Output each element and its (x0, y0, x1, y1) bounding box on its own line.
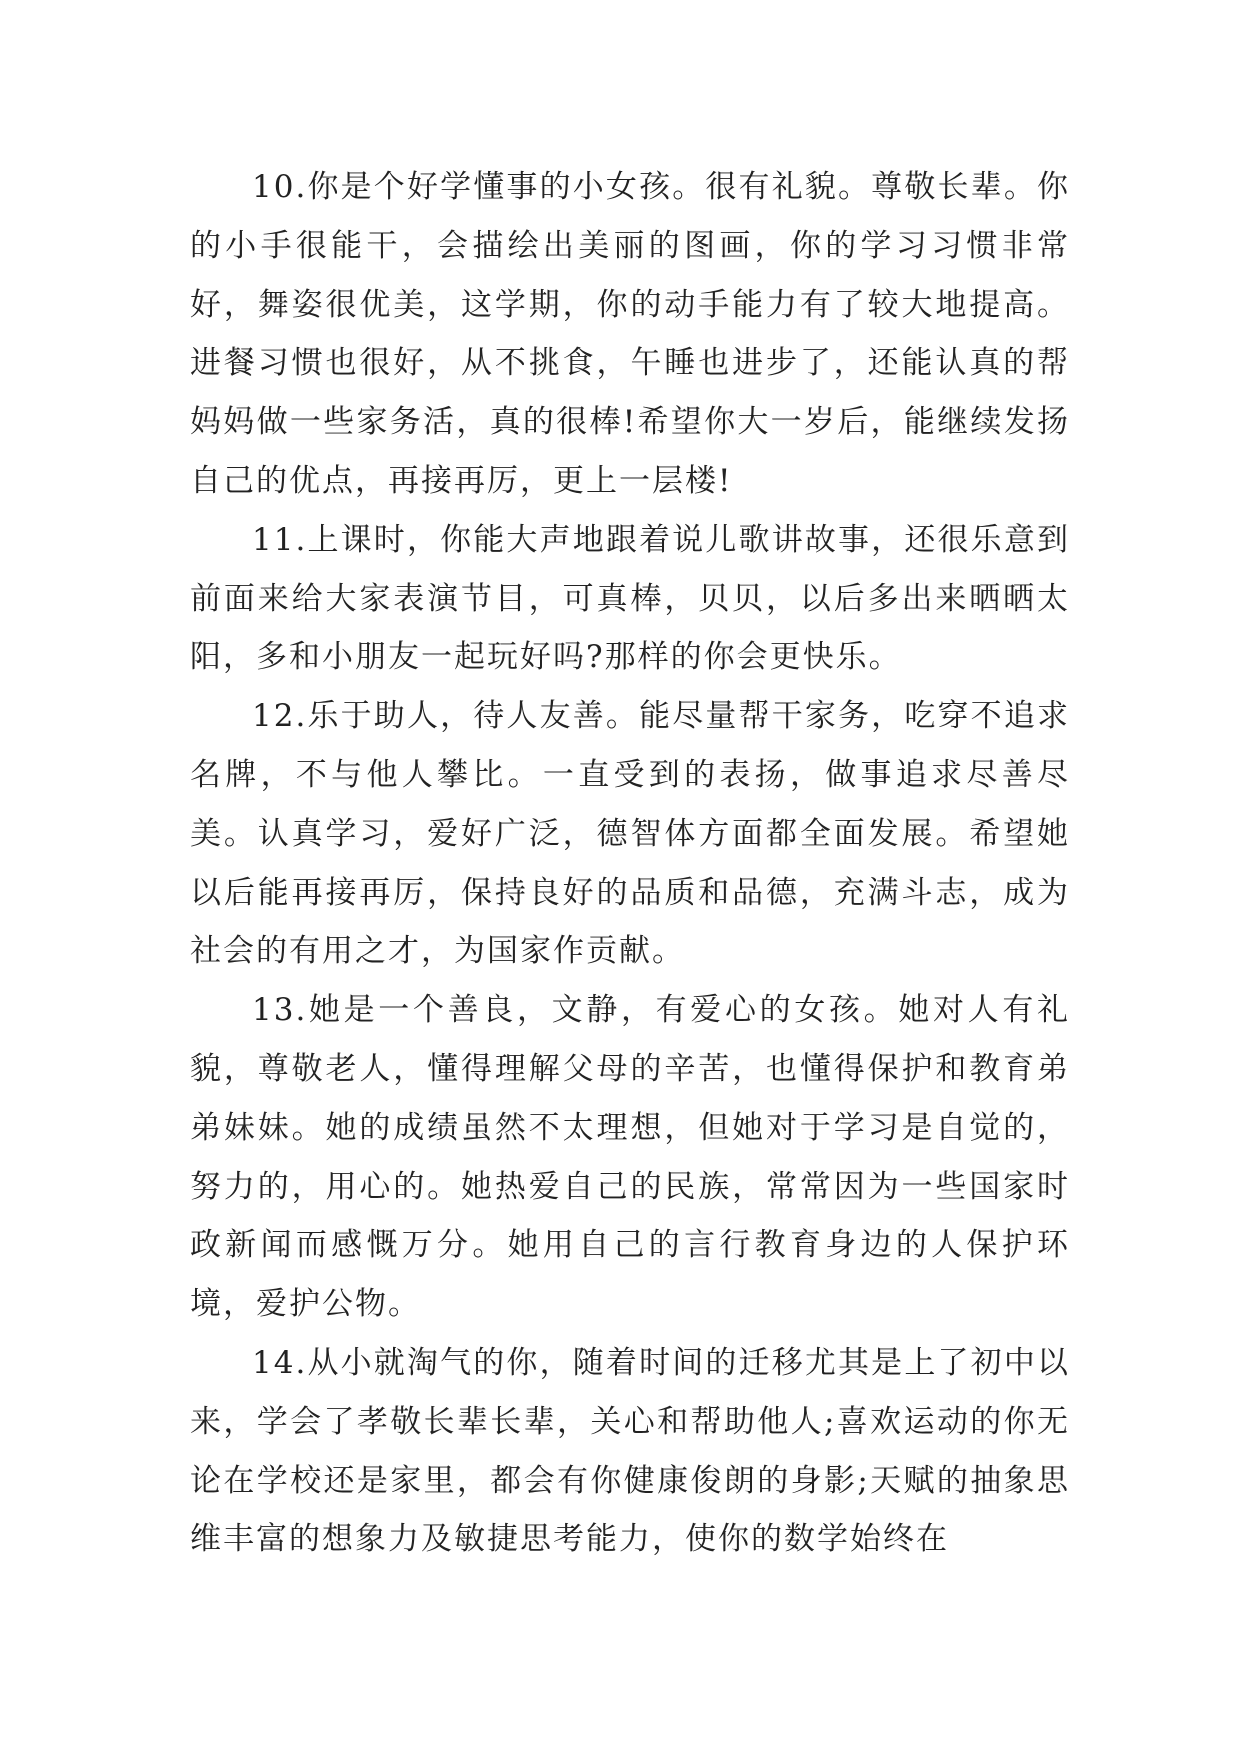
paragraph-13: 13.她是一个善良，文静，有爱心的女孩。她对人有礼貌，尊敬老人，懂得理解父母的辛苦，也懂得保护和教育弟弟妹妹。她的成绩虽然不太理想，但她对于学习是自觉的，努力的，用心的。她热爱自己的民族，常常因为一些国家时政新闻而感慨万分。她用自己的言行教育身边的人保护环境，爱护公物。 (190, 992, 1070, 1323)
paragraph-10: 10.你是个好学懂事的小女孩。很有礼貌。尊敬长辈。你的小手很能干，会描绘出美丽的图画，你的学习习惯非常好，舞姿很优美，这学期，你的动手能力有了较大地提高。进餐习惯也很好，从不挑食，午睡也进步了，还能认真的帮妈妈做一些家务活，真的很棒!希望你大一岁后，能继续发扬自己的优点，再接再厉，更上一层楼! (190, 169, 1070, 499)
paragraph-11: 11.上课时，你能大声地跟着说儿歌讲故事，还很乐意到前面来给大家表演节目，可真棒，贝贝，以后多出来晒晒太阳，多和小朋友一起玩好吗?那样的你会更快乐。 (190, 521, 1070, 676)
paragraph-14: 14.从小就淘气的你，随着时间的迁移尤其是上了初中以来，学会了孝敬长辈长辈，关心和帮助他人;喜欢运动的你无论在学校还是家里，都会有你健康俊朗的身影;天赋的抽象思维丰富的想象力及敏捷思考能力，使你的数学始终在 (190, 1344, 1070, 1558)
paragraph-12: 12.乐于助人，待人友善。能尽量帮干家务，吃穿不追求名牌，不与他人攀比。一直受到的表扬，做事追求尽善尽美。认真学习，爱好广泛，德智体方面都全面发展。希望她以后能再接再厉，保持良好的品质和品德，充满斗志，成为社会的有用之才，为国家作贡献。 (190, 698, 1070, 970)
document-body (190, 158, 1070, 1569)
